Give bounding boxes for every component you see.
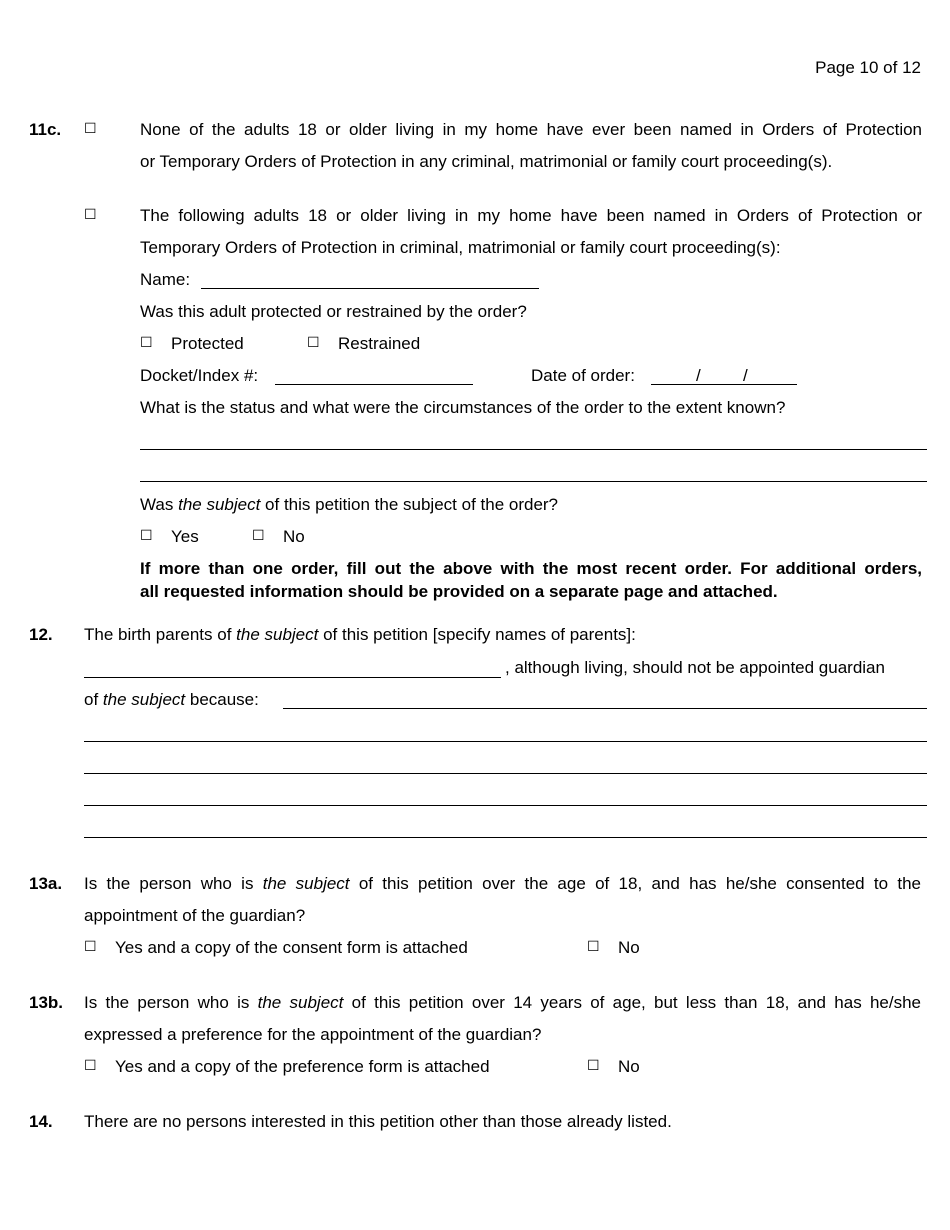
consent-question-line2: appointment of the guardian? — [84, 906, 306, 925]
date-slash-2: / — [743, 366, 748, 385]
section-number-13a: 13a. — [29, 874, 63, 893]
name-field[interactable] — [201, 288, 539, 289]
section-number-13b: 13b. — [29, 993, 64, 1012]
subject-of-order-question: Was the subject of this petition the subject of the order? — [140, 495, 559, 514]
preference-yes-label: Yes and a copy of the preference form is attached — [115, 1057, 490, 1076]
birth-parents-prompt: The birth parents of the subject of this petition [specify names of parents]: — [84, 625, 636, 644]
checkbox-no[interactable]: ☐ — [252, 528, 265, 544]
no-label: No — [283, 527, 305, 546]
preference-no-label: No — [618, 1057, 640, 1076]
consent-yes-label: Yes and a copy of the consent form is attached — [115, 938, 468, 957]
option-following-named-line2: Temporary Orders of Protection in criminal, matrimonial or family court proceeding(s): — [140, 238, 781, 257]
checkbox-preference-no[interactable]: ☐ — [587, 1058, 600, 1074]
checkbox-consent-yes[interactable]: ☐ — [84, 939, 97, 955]
multiple-orders-note-line2: all requested information should be provided on a separate page and attached. — [140, 582, 778, 601]
yes-label: Yes — [171, 527, 199, 546]
option-none-named-line2: or Temporary Orders of Protection in any criminal, matrimonial or family court proceeding(s). — [140, 152, 833, 171]
checkbox-restrained[interactable]: ☐ — [307, 335, 320, 351]
restrained-label: Restrained — [338, 334, 421, 353]
birth-parents-names-field[interactable] — [84, 677, 501, 678]
checkbox-protected[interactable]: ☐ — [140, 335, 153, 351]
preference-question-line2: expressed a preference for the appointment of the guardian? — [84, 1025, 542, 1044]
consent-no-label: No — [618, 938, 640, 957]
not-appointed-text: , although living, should not be appointed guardian — [505, 658, 885, 677]
status-question: What is the status and what were the circumstances of the order to the extent known? — [140, 398, 786, 417]
section-number-11c: 11c. — [29, 120, 62, 139]
section-number-12: 12. — [29, 625, 53, 644]
date-slash-1: / — [696, 366, 701, 385]
because-answer-line-3[interactable] — [84, 805, 927, 806]
checkbox-none-named[interactable]: ☐ — [84, 121, 97, 137]
multiple-orders-note-line1: If more than one order, fill out the above with the most recent order. For additional orders, — [140, 559, 922, 578]
because-answer-line-4[interactable] — [84, 837, 927, 838]
because-label: of the subject because: — [84, 690, 259, 709]
no-other-persons-statement: There are no persons interested in this petition other than those already listed. — [84, 1112, 672, 1131]
status-answer-line-2[interactable] — [140, 481, 927, 482]
checkbox-preference-yes[interactable]: ☐ — [84, 1058, 97, 1074]
because-field[interactable] — [283, 708, 927, 709]
because-answer-line-2[interactable] — [84, 773, 927, 774]
because-answer-line-1[interactable] — [84, 741, 927, 742]
date-label: Date of order: — [531, 366, 635, 385]
consent-question-line1: Is the person who is the subject of this petition over the age of 18, and has he/she consented to the — [84, 874, 921, 893]
protected-question: Was this adult protected or restrained by the order? — [140, 302, 527, 321]
checkbox-consent-no[interactable]: ☐ — [587, 939, 600, 955]
section-number-14: 14. — [29, 1112, 53, 1131]
docket-label: Docket/Index #: — [140, 366, 259, 385]
protected-label: Protected — [171, 334, 244, 353]
checkbox-yes[interactable]: ☐ — [140, 528, 153, 544]
status-answer-line-1[interactable] — [140, 449, 927, 450]
docket-field[interactable] — [275, 384, 473, 385]
checkbox-following-named[interactable]: ☐ — [84, 207, 97, 223]
page-number: Page 10 of 12 — [815, 58, 921, 77]
name-label: Name: — [140, 270, 191, 289]
option-none-named-line1: None of the adults 18 or older living in my home have ever been named in Orders of Protection — [140, 120, 922, 139]
option-following-named-line1: The following adults 18 or older living in my home have been named in Orders of Protection or — [140, 206, 922, 225]
preference-question-line1: Is the person who is the subject of this petition over 14 years of age, but less than 18, and has he/she — [84, 993, 921, 1012]
date-field[interactable] — [651, 384, 797, 385]
